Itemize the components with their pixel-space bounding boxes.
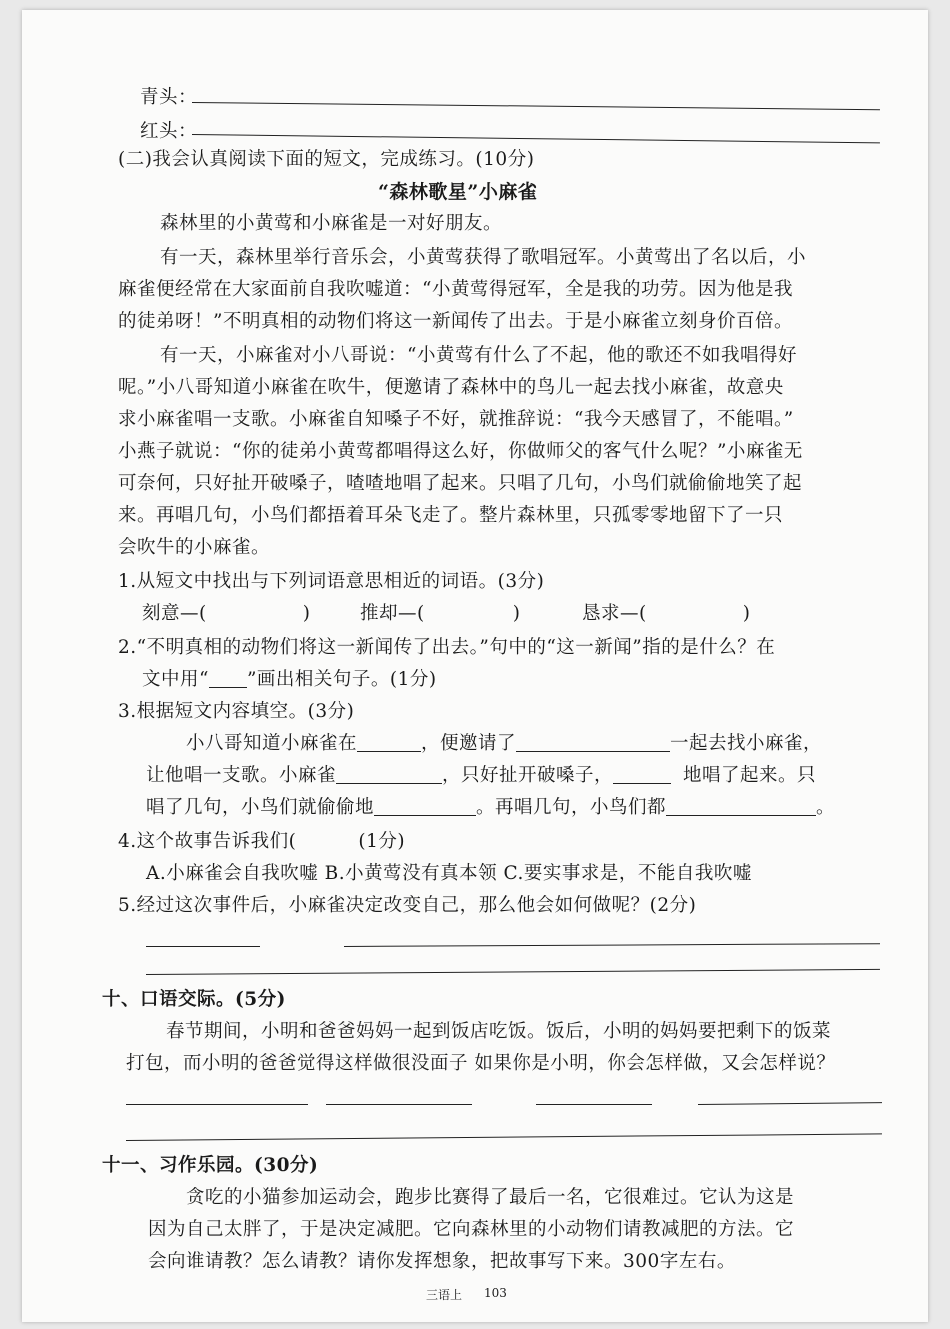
writing-prompt: 会向谁请教？怎么请教？请你发挥想象，把故事写下来。300字左右。 xyxy=(148,1251,736,1272)
q3-line-1 xyxy=(186,732,822,756)
q3-text: ，只好扯开破嗓子， xyxy=(442,765,614,786)
q3-text: 一起去找小麻雀， xyxy=(670,733,823,754)
question-4 xyxy=(118,830,405,854)
q3-text: 地唱了起来。只 xyxy=(683,765,817,786)
q3-blank-3[interactable] xyxy=(336,765,442,784)
oral-text: 打包，而小明的爸爸觉得这样做很没面子 如果你是小明，你会怎样做，又会怎样说？ xyxy=(126,1053,836,1074)
hongtou-label: 红头： xyxy=(140,121,198,142)
page-number: 103 xyxy=(484,1286,507,1300)
story-title: “森林歌星”小麻雀 xyxy=(378,181,538,203)
writing-section-title: 十一、习作乐园。(30分) xyxy=(102,1155,319,1176)
q1-item-1-close: ) xyxy=(302,603,311,624)
q3-text: 。再唱几句，小鸟们都 xyxy=(476,797,667,818)
story-line: 麻雀便经常在大家面前自我吹嘘道：“小黄莺得冠军，全是我的功劳。因为他是我 xyxy=(118,279,793,300)
question-5: 5.经过这次事件后，小麻雀决定改变自己，那么他会如何做呢？(2分) xyxy=(118,895,697,916)
writing-prompt: 因为自己太胖了，于是决定减肥。它向森林里的小动物们请教减肥的方法。它 xyxy=(148,1219,795,1240)
q3-text: 唱了几句，小鸟们就偷偷地 xyxy=(146,797,375,818)
q3-text: 让他唱一支歌。小麻雀 xyxy=(146,765,337,786)
question-2: 2.“不明真相的动物们将这一新闻传了出去。”句中的“这一新闻”指的是什么？在 xyxy=(118,637,776,658)
oral-answer-line[interactable] xyxy=(536,1104,652,1105)
q3-line-2 xyxy=(146,764,816,788)
q1-item-2 xyxy=(360,602,520,626)
story-line: 有一天，小麻雀对小八哥说：“小黄莺有什么了不起，他的歌还不如我唱得好 xyxy=(160,345,797,366)
q3-blank-6[interactable] xyxy=(666,797,816,816)
story-line: 来。再唱几句，小鸟们都捂着耳朵飞走了。整片森林里，只孤零零地留下了一只 xyxy=(118,505,784,526)
q3-blank-2[interactable] xyxy=(516,733,670,752)
oral-answer-line[interactable] xyxy=(698,1102,882,1105)
worksheet-page xyxy=(22,10,928,1322)
oral-section-title: 十、口语交际。(5分) xyxy=(102,989,286,1010)
story-line: 有一天，森林里举行音乐会，小黄莺获得了歌唱冠军。小黄莺出了名以后，小 xyxy=(160,247,807,268)
reading-section-title: (二)我会认真阅读下面的短文，完成练习。(10分) xyxy=(118,149,535,170)
oral-answer-line[interactable] xyxy=(326,1104,472,1105)
q4-score: (1分) xyxy=(358,831,406,852)
q3-line-3 xyxy=(146,796,835,820)
hongtou-answer-line[interactable] xyxy=(192,134,880,143)
q2-underline-mark xyxy=(209,669,247,688)
q3-text: 。 xyxy=(816,797,836,818)
q2-text-b: ”画出相关句子。(1分) xyxy=(246,669,437,690)
story-line: 会吹牛的小麻雀。 xyxy=(118,537,271,558)
q1-item-1-label: 刻意—( xyxy=(142,603,207,624)
q2-text-a: 文中用“ xyxy=(142,669,209,690)
question-3: 3.根据短文内容填空。(3分) xyxy=(118,701,355,722)
q1-item-3-close: ) xyxy=(742,603,751,624)
question-2-line-2 xyxy=(142,668,437,692)
q5-answer-line[interactable] xyxy=(146,946,260,947)
q3-blank-4[interactable] xyxy=(613,765,671,784)
q3-blank-1[interactable] xyxy=(357,733,421,752)
writing-prompt: 贪吃的小猫参加运动会，跑步比赛得了最后一名，它很难过。它认为这是 xyxy=(186,1187,795,1208)
q5-answer-line[interactable] xyxy=(146,969,880,975)
q1-item-2-label: 推却—( xyxy=(360,603,425,624)
qingtou-answer-line[interactable] xyxy=(192,102,880,110)
q1-item-3 xyxy=(582,602,750,626)
q3-text: 小八哥知道小麻雀在 xyxy=(186,733,358,754)
q3-blank-5[interactable] xyxy=(374,797,476,816)
q5-answer-line[interactable] xyxy=(344,943,880,947)
story-line: 可奈何，只好扯开破嗓子，喳喳地唱了起来。只唱了几句，小鸟们就偷偷地笑了起 xyxy=(118,473,803,494)
oral-text: 春节期间，小明和爸爸妈妈一起到饭店吃饭。饭后，小明的妈妈要把剩下的饭菜 xyxy=(166,1021,832,1042)
q4-options: A.小麻雀会自我吹嘘 B.小黄莺没有真本领 C.要实事求是，不能自我吹嘘 xyxy=(146,863,752,884)
q1-item-3-label: 恳求—( xyxy=(582,603,647,624)
qingtou-label: 青头： xyxy=(140,87,198,108)
q1-item-2-close: ) xyxy=(512,603,521,624)
oral-answer-line[interactable] xyxy=(126,1133,882,1141)
story-line: 的徒弟呀！”不明真相的动物们将这一新闻传了出去。于是小麻雀立刻身价百倍。 xyxy=(118,311,793,332)
question-1: 1.从短文中找出与下列词语意思相近的词语。(3分) xyxy=(118,571,545,592)
story-line: 呢。”小八哥知道小麻雀在吹牛，便邀请了森林中的鸟儿一起去找小麻雀，故意央 xyxy=(118,377,784,398)
story-line: 求小麻雀唱一支歌。小麻雀自知嗓子不好，就推辞说：“我今天感冒了，不能唱。” xyxy=(118,409,794,430)
story-line: 森林里的小黄莺和小麻雀是一对好朋友。 xyxy=(160,213,503,234)
q3-text: ，便邀请了 xyxy=(421,733,517,754)
story-line: 小燕子就说：“你的徒弟小黄莺都唱得这么好，你做师父的客气什么呢？”小麻雀无 xyxy=(118,441,803,462)
q1-item-1 xyxy=(142,602,310,626)
q4-text: 4.这个故事告诉我们( xyxy=(118,831,297,852)
footer-label: 三语上 xyxy=(426,1288,463,1302)
oral-answer-line[interactable] xyxy=(126,1104,308,1105)
